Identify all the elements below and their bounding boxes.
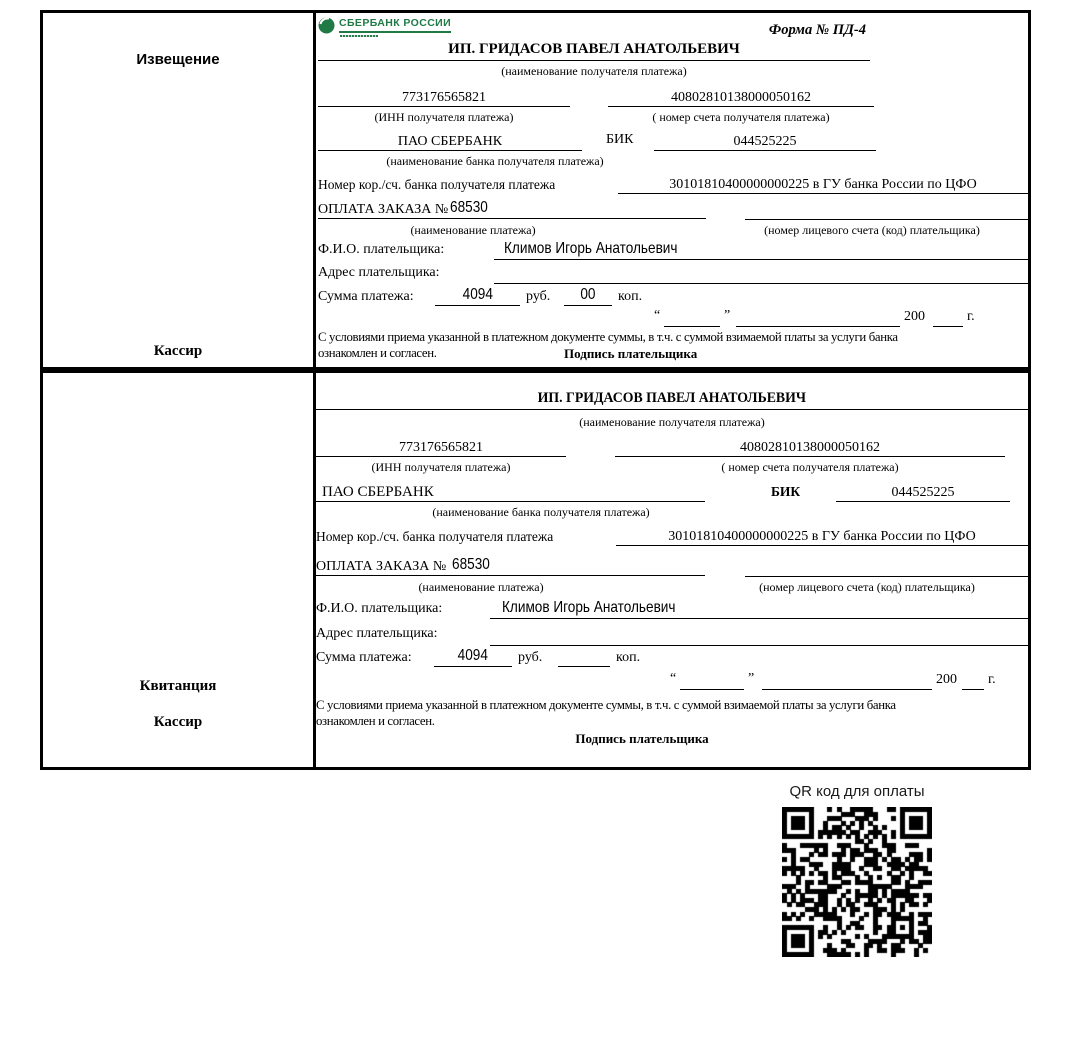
year-prefix: 200 [904, 309, 925, 324]
notice-main [316, 13, 1028, 367]
payer-address-label: Адрес плательщика: [316, 626, 438, 641]
payee-name-text: ИП. ГРИДАСОВ ПАВЕЛ АНАТОЛЬЕВИЧ [537, 390, 807, 406]
payer-name-value: Климов Игорь Анатольевич [504, 240, 678, 258]
amount-label: Сумма платежа: [316, 650, 412, 665]
payment-caption: (наименование платежа) [418, 580, 544, 594]
inn-value-line [316, 435, 566, 457]
receipt-left-stub [43, 373, 316, 767]
payee-name [316, 383, 1028, 410]
notice-section [40, 10, 1031, 370]
amount-value-line [435, 286, 520, 306]
payer-address-line [490, 624, 1028, 646]
bank-name-line [318, 129, 582, 151]
corr-account-line [618, 173, 1028, 194]
date-quote-close: ” [724, 308, 731, 323]
year-suffix: г. [967, 309, 975, 324]
account-caption: ( номер счета получателя платежа) [652, 110, 830, 124]
bik-value: 044525225 [891, 484, 955, 500]
payer-name-value: Климов Игорь Анатольевич [502, 599, 676, 617]
agreement-line2: ознакомлен и согласен. [318, 346, 437, 360]
inn-caption: (ИНН получателя платежа) [371, 460, 511, 474]
sberbank-logo-icon [318, 17, 335, 34]
kopeck-value-line [558, 647, 610, 667]
account-value: 40802810138000050162 [740, 439, 880, 455]
rub-label: руб. [518, 650, 543, 665]
bik-label: БИК [606, 132, 634, 147]
bank-caption: (наименование банка получателя платежа) [432, 505, 650, 519]
personal-account-line [745, 197, 1028, 220]
inn-value-line [318, 85, 570, 107]
qr-code [782, 807, 932, 957]
bik-value: 044525225 [733, 133, 797, 149]
sberbank-logo-text: СБЕРБАНК РОССИИ [339, 17, 451, 33]
amount-value: 4094 [457, 647, 489, 665]
signature-label: Подпись плательщика [575, 731, 709, 746]
payer-address-line [494, 262, 1028, 284]
payment-name-label: ОПЛАТА ЗАКАЗА № [316, 558, 447, 574]
inn-caption: (ИНН получателя платежа) [374, 110, 514, 124]
account-caption: ( номер счета получателя платежа) [721, 460, 899, 474]
bik-label: БИК [771, 484, 801, 499]
personal-account-caption: (номер лицевого счета (код) плательщика) [764, 223, 980, 237]
amount-value: 4094 [462, 286, 493, 304]
bik-value-line [654, 129, 876, 151]
agreement-line1: С условиями приема указанной в платежном документе суммы, в т.ч. с суммой взимаемой платы за услуги банка [318, 330, 898, 344]
corr-account-value: 30101810400000000225 в ГУ банка России по ЦФО [668, 528, 976, 544]
date-quote-open: “ [670, 671, 677, 686]
date-month-line [762, 670, 932, 690]
signature-label: Подпись плательщика [564, 346, 698, 361]
notice-label: Извещение [136, 51, 220, 68]
agreement-line2: ознакомлен и согласен. [316, 714, 435, 728]
amount-value-line [434, 647, 512, 667]
personal-account-line [745, 554, 1028, 577]
year-line [933, 307, 963, 327]
kop-label: коп. [616, 650, 641, 665]
bank-name: ПАО СБЕРБАНК [397, 133, 503, 149]
receipt-main [316, 373, 1028, 767]
payment-name-line [318, 197, 706, 219]
receipt-section [40, 370, 1031, 770]
payment-name-label: ОПЛАТА ЗАКАЗА № [318, 201, 449, 217]
cashier-label: Кассир [153, 714, 203, 730]
payer-name-label: Ф.И.О. плательщика: [316, 601, 443, 616]
bank-caption: (наименование банка получателя платежа) [386, 154, 604, 168]
corr-account-label: Номер кор./сч. банка получателя платежа [318, 177, 556, 192]
payee-name: ИП. ГРИДАСОВ ПАВЕЛ АНАТОЛЬЕВИЧ [318, 37, 870, 61]
order-number: 68530 [452, 556, 491, 574]
payer-name-label: Ф.И.О. плательщика: [318, 242, 445, 257]
corr-account-value: 30101810400000000225 в ГУ банка России по ЦФО [669, 176, 977, 192]
sberbank-logo [318, 17, 451, 34]
inn-value: 773176565821 [399, 439, 483, 455]
personal-account-caption: (номер лицевого счета (код) плательщика) [759, 580, 975, 594]
account-value-line [608, 85, 874, 107]
payment-name-line [316, 554, 705, 576]
kop-label: коп. [618, 289, 643, 304]
cashier-label: Кассир [153, 343, 203, 359]
payer-name-line [494, 239, 1028, 260]
date-month-line [736, 307, 900, 327]
bik-value-line [836, 480, 1010, 502]
date-day-line [680, 670, 744, 690]
account-value-line [615, 435, 1005, 457]
payer-name-line [490, 598, 1028, 619]
payment-caption: (наименование платежа) [410, 223, 536, 237]
date-day-line [664, 307, 720, 327]
agreement-line1: С условиями приема указанной в платежном документе суммы, в т.ч. с суммой взимаемой платы за услуги банка [316, 698, 896, 712]
year-prefix: 200 [936, 672, 957, 687]
payee-caption: (наименование получателя платежа) [501, 64, 687, 78]
notice-left-stub [43, 13, 316, 367]
account-value: 40802810138000050162 [671, 89, 811, 105]
inn-value: 773176565821 [402, 89, 486, 105]
form-number: Форма № ПД-4 [768, 22, 866, 38]
payee-caption: (наименование получателя платежа) [579, 415, 765, 429]
date-quote-open: “ [654, 308, 661, 323]
corr-account-label: Номер кор./сч. банка получателя платежа [316, 529, 554, 544]
corr-account-line [616, 525, 1028, 546]
year-line [962, 670, 984, 690]
kopeck-value-line [564, 286, 612, 306]
kopeck-value: 00 [580, 286, 596, 304]
qr-label: QR код для оплаты [789, 783, 925, 800]
date-quote-close: ” [748, 671, 755, 686]
order-number: 68530 [450, 199, 489, 217]
bank-name-line [316, 480, 705, 502]
amount-label: Сумма платежа: [318, 289, 414, 304]
rub-label: руб. [526, 289, 551, 304]
payer-address-label: Адрес плательщика: [318, 265, 440, 280]
receipt-label: Квитанция [139, 678, 217, 694]
year-suffix: г. [988, 672, 996, 687]
bank-name: ПАО СБЕРБАНК [322, 483, 434, 500]
